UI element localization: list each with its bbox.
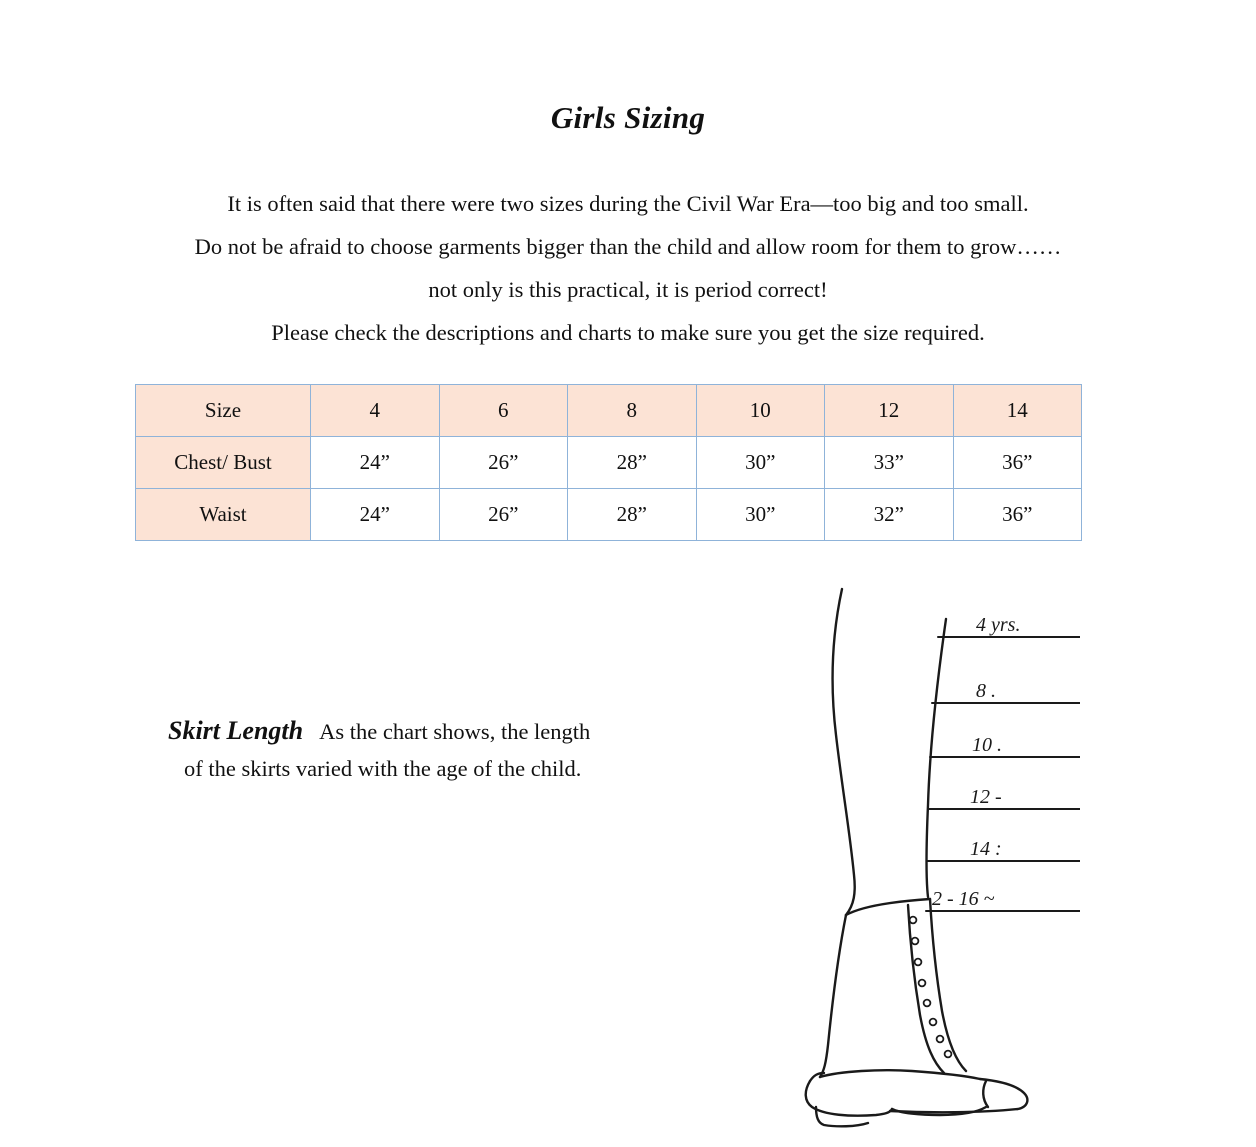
tick-label-12: 12 - — [970, 786, 1002, 808]
row-label-chest-bust: Chest/ Bust — [136, 437, 311, 489]
tick-label-2-16: 2 - 16 ~ — [932, 888, 995, 910]
cell-chest-4: 24” — [311, 437, 440, 489]
size-chart-table-wrapper — [135, 384, 1081, 541]
table-header-cell-4: 4 — [311, 385, 440, 437]
intro-paragraph — [0, 182, 1256, 354]
table-header-cell-14: 14 — [953, 385, 1082, 437]
boot-and-leg-line-drawing — [780, 575, 1080, 1135]
table-header-cell-12: 12 — [825, 385, 954, 437]
table-row — [136, 489, 1082, 541]
cell-chest-6: 26” — [439, 437, 568, 489]
skirt-length-line-1 — [168, 716, 708, 746]
cell-chest-12: 33” — [825, 437, 954, 489]
intro-line-1: It is often said that there were two sizes during the Civil War Era—too big and too small. — [227, 191, 1029, 216]
cell-waist-12: 32” — [825, 489, 954, 541]
page-title: Girls Sizing — [550, 100, 706, 135]
table-header-cell-size: Size — [136, 385, 311, 437]
cell-waist-14: 36” — [953, 489, 1082, 541]
size-chart-table — [135, 384, 1082, 541]
skirt-length-text-2: of the skirts varied with the age of the child. — [184, 756, 582, 781]
tick-label-10: 10 . — [972, 734, 1002, 756]
tick-label-4yrs: 4 yrs. — [976, 614, 1021, 636]
table-header-cell-10: 10 — [696, 385, 825, 437]
row-label-waist: Waist — [136, 489, 311, 541]
cell-waist-8: 28” — [568, 489, 697, 541]
cell-chest-14: 36” — [953, 437, 1082, 489]
skirt-length-section — [168, 716, 708, 782]
tick-label-8: 8 . — [976, 680, 996, 702]
table-row — [136, 437, 1082, 489]
table-header-cell-6: 6 — [439, 385, 568, 437]
intro-line-2: Do not be afraid to choose garments bigger than the child and allow room for them to grow…… — [194, 234, 1062, 259]
cell-waist-10: 30” — [696, 489, 825, 541]
skirt-length-heading: Skirt Length — [168, 716, 304, 745]
table-header-cell-8: 8 — [568, 385, 697, 437]
skirt-length-text-1: As the chart shows, the length — [319, 719, 591, 744]
intro-line-4: Please check the descriptions and charts to make sure you get the size required. — [271, 320, 985, 345]
cell-chest-10: 30” — [696, 437, 825, 489]
cell-waist-6: 26” — [439, 489, 568, 541]
tick-label-14: 14 : — [970, 838, 1002, 860]
cell-waist-4: 24” — [311, 489, 440, 541]
table-header-row — [136, 385, 1082, 437]
cell-chest-8: 28” — [568, 437, 697, 489]
intro-line-3: not only is this practical, it is period correct! — [428, 277, 828, 302]
